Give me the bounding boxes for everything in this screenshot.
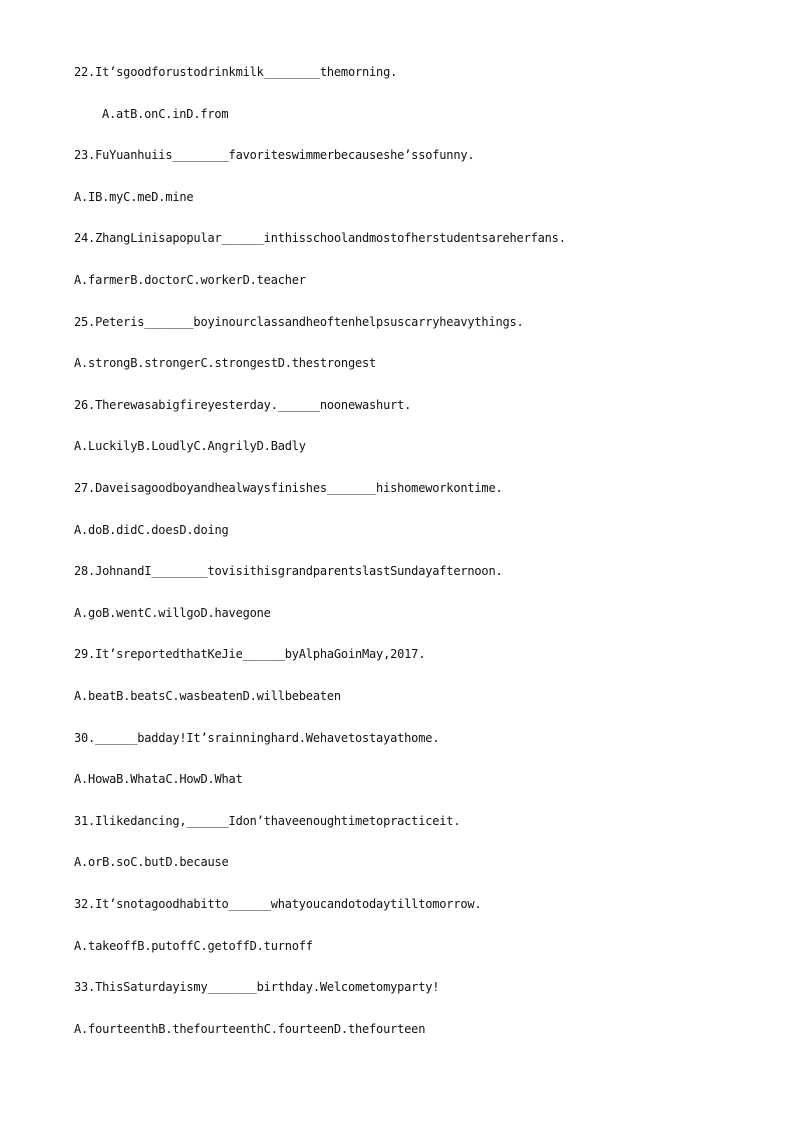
- question-27: 27.Daveisagoodboyandhealwaysfinishes_______hishomeworkontime.: [74, 481, 503, 495]
- options-24: A.farmerB.doctorC.workerD.teacher: [74, 273, 306, 287]
- question-25: 25.Peteris_______boyinourclassandheoftenhelpsuscarryheavythings.: [74, 315, 524, 329]
- options-27: A.doB.didC.doesD.doing: [74, 523, 229, 537]
- options-26: A.LuckilyB.LoudlyC.AngrilyD.Badly: [74, 439, 306, 453]
- options-30: A.HowaB.WhataC.HowD.What: [74, 772, 243, 786]
- question-22: 22.It’sgoodforustodrinkmilk________themorning.: [74, 65, 398, 79]
- options-32: A.takeoffB.putoffC.getoffD.turnoff: [74, 939, 313, 953]
- options-25: A.strongB.strongerC.strongestD.thestrongest: [74, 356, 377, 370]
- question-24: 24.ZhangLinisapopular______inthisschoolandmostofherstudentsareherfans.: [74, 231, 566, 245]
- options-29: A.beatB.beatsC.wasbeatenD.willbebeaten: [74, 689, 341, 703]
- options-31: A.orB.soC.butD.because: [74, 855, 229, 869]
- options-22: A.atB.onC.inD.from: [102, 107, 229, 121]
- question-32: 32.It’snotagoodhabitto______whatyoucandotodaytilltomorrow.: [74, 897, 482, 911]
- options-33: A.fourteenthB.thefourteenthC.fourteenD.thefourteen: [74, 1022, 426, 1036]
- question-33: 33.ThisSaturdayismy_______birthday.Welcometomyparty!: [74, 980, 440, 994]
- question-23: 23.FuYuanhuiis________favoriteswimmerbecauseshe’ssofunny.: [74, 148, 475, 162]
- question-31: 31.Ilikedancing,______Idon’thaveenoughtimetopracticeit.: [74, 814, 461, 828]
- question-29: 29.It’sreportedthatKeJie______byAlphaGoinMay,2017.: [74, 647, 426, 661]
- question-28: 28.JohnandI________tovisithisgrandparentslastSundayafternoon.: [74, 564, 503, 578]
- question-26: 26.Therewasabigfireyesterday.______noonewashurt.: [74, 398, 412, 412]
- options-28: A.goB.wentC.willgoD.havegone: [74, 606, 271, 620]
- question-30: 30.______badday!It’srainninghard.Wehavetostayathome.: [74, 731, 440, 745]
- options-23: A.IB.myC.meD.mine: [74, 190, 194, 204]
